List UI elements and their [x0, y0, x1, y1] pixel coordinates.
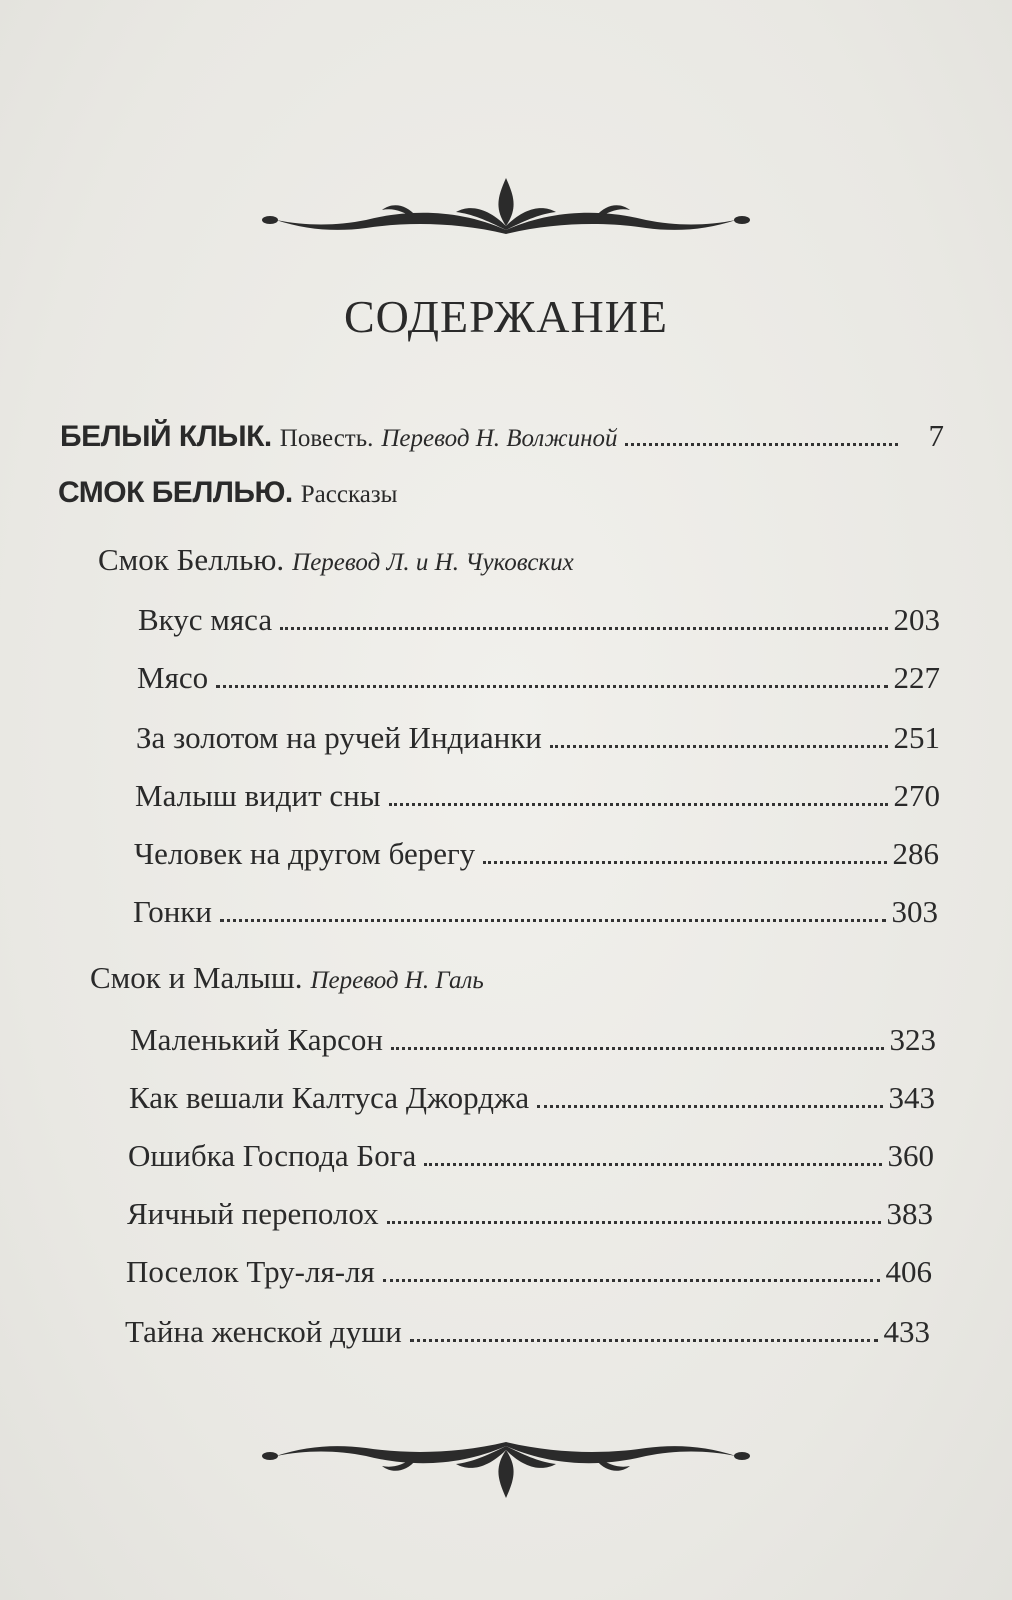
toc-entry	[126, 1254, 932, 1290]
page-number: 286	[892, 836, 939, 871]
toc-entry	[134, 836, 939, 872]
toc-entry	[58, 476, 397, 510]
page-number: 433	[883, 1314, 930, 1349]
toc-entry	[125, 1314, 930, 1350]
dot-leader	[220, 918, 886, 922]
story-title: Вкус мяса	[138, 602, 273, 637]
toc-entry	[133, 894, 938, 930]
page-number: 343	[888, 1080, 935, 1115]
page-number: 203	[893, 602, 940, 637]
work-translator: Перевод Н. Волжиной	[381, 425, 618, 452]
story-title: Гонки	[133, 894, 212, 929]
toc-entry	[129, 1080, 935, 1116]
cycle-translator: Перевод Л. и Н. Чуковских	[292, 549, 574, 576]
top-ornament-icon	[256, 168, 756, 248]
dot-leader	[625, 442, 898, 446]
cycle-translator: Перевод Н. Галь	[310, 967, 484, 994]
dot-leader	[216, 684, 887, 688]
toc-entry	[130, 1022, 936, 1058]
page-number: 406	[885, 1254, 932, 1289]
toc-entry	[138, 602, 940, 638]
page-number: 251	[893, 720, 940, 755]
toc-entry	[137, 660, 940, 696]
page-title: СОДЕРЖАНИЕ	[343, 291, 669, 342]
dot-leader	[537, 1104, 882, 1108]
page-number: 303	[891, 894, 938, 929]
dot-leader	[383, 1278, 880, 1282]
work-title: БЕЛЫЙ КЛЫК.	[60, 420, 272, 453]
dot-leader	[391, 1046, 884, 1050]
work-title: СМОК БЕЛЛЬЮ.	[58, 476, 293, 509]
story-title: Яичный переполох	[127, 1196, 379, 1231]
cycle-title: Смок и Малыш.	[90, 960, 303, 995]
dot-leader	[387, 1220, 881, 1224]
toc-entry	[128, 1138, 934, 1174]
cycle-heading	[98, 542, 574, 578]
dot-leader	[389, 802, 888, 806]
story-title: Тайна женской души	[125, 1314, 402, 1349]
page-number: 323	[889, 1022, 936, 1057]
page-number: 227	[893, 660, 940, 695]
story-title: Ошибка Господа Бога	[128, 1138, 417, 1173]
page-number: 383	[886, 1196, 933, 1231]
story-title: Как вешали Калтуса Джорджа	[129, 1080, 530, 1115]
story-title: Малыш видит сны	[135, 778, 381, 813]
bottom-ornament-icon	[256, 1428, 756, 1508]
dot-leader	[483, 860, 886, 864]
story-title: Мясо	[137, 660, 209, 695]
toc-entry	[127, 1196, 933, 1232]
story-title: Поселок Тру-ля-ля	[126, 1254, 375, 1289]
dot-leader	[424, 1162, 881, 1166]
story-title: Маленький Карсон	[130, 1022, 383, 1057]
cycle-heading	[90, 960, 484, 996]
toc-entry	[136, 720, 940, 756]
work-genre: Повесть.	[279, 425, 374, 452]
page-number: 270	[893, 778, 940, 813]
dot-leader	[280, 626, 887, 630]
cycle-title: Смок Беллью.	[98, 542, 285, 577]
dot-leader	[410, 1338, 878, 1342]
work-genre: Рассказы	[300, 481, 398, 508]
toc-entry	[135, 778, 940, 814]
page-number: 360	[887, 1138, 934, 1173]
toc-entry	[60, 418, 944, 454]
dot-leader	[550, 744, 888, 748]
page-number: 7	[928, 418, 944, 453]
story-title: За золотом на ручей Индианки	[136, 720, 542, 755]
story-title: Человек на другом берегу	[134, 836, 476, 871]
